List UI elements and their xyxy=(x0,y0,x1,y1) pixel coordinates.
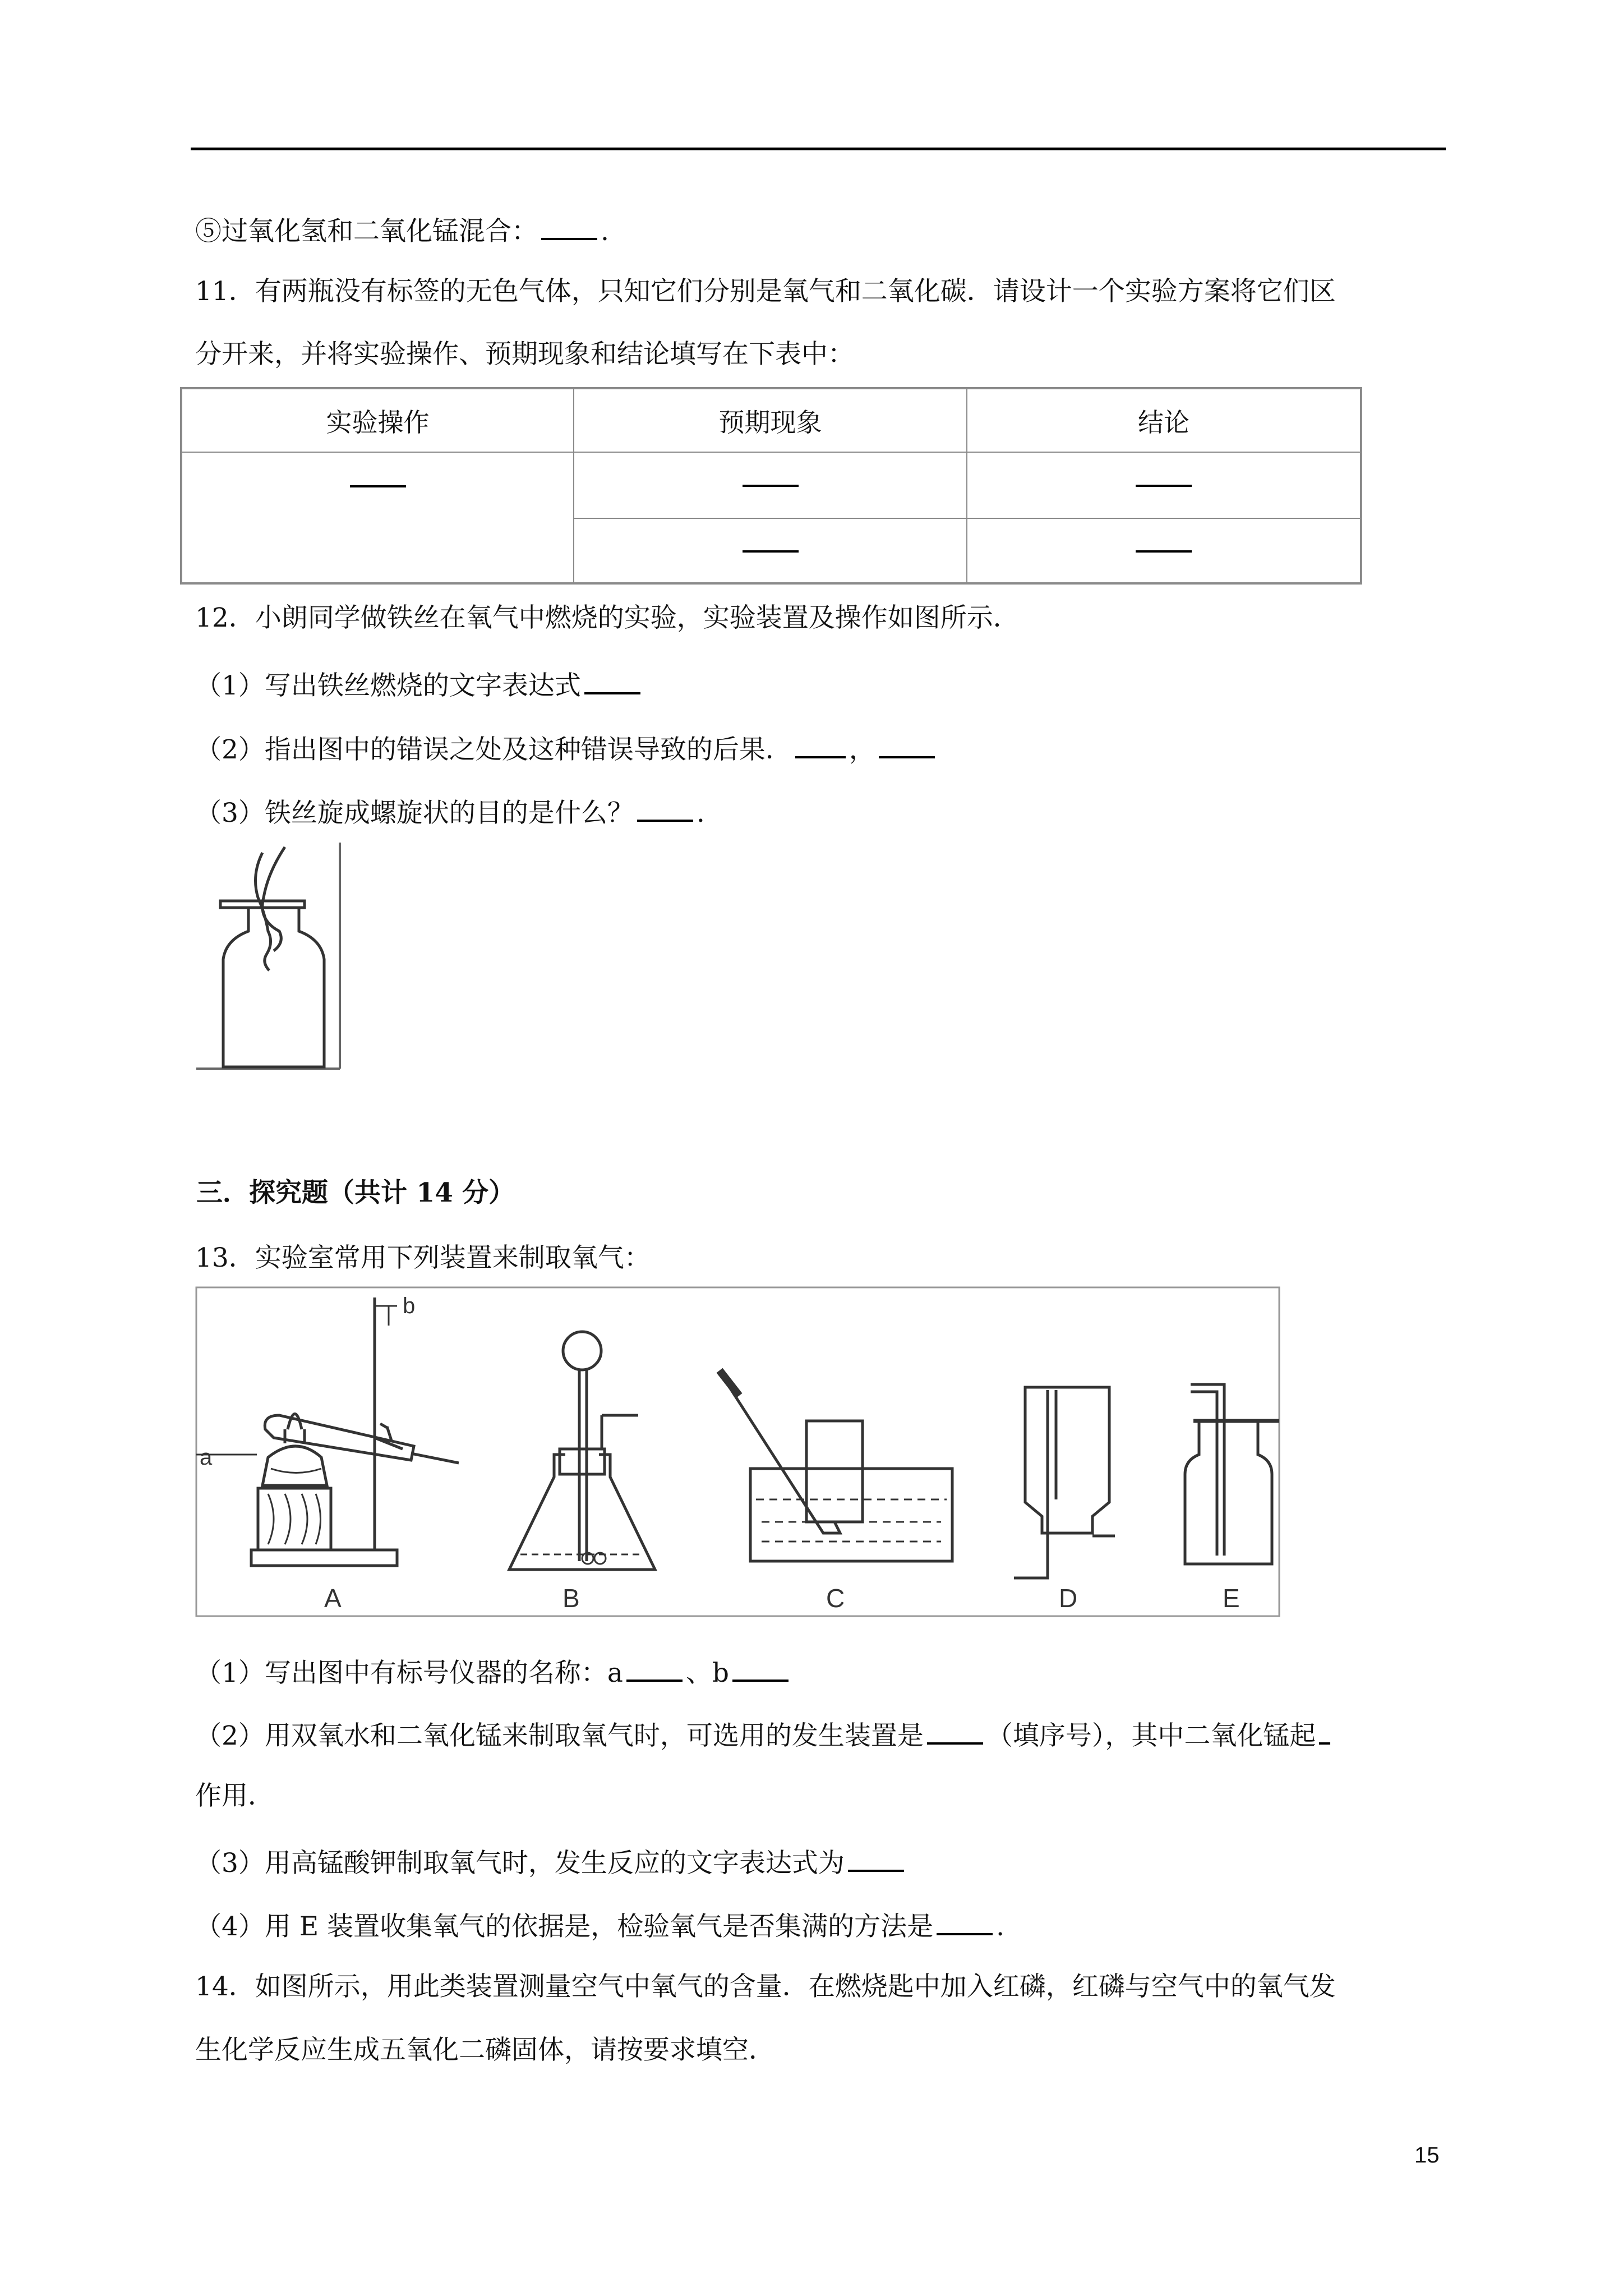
q13-sub1-mid: 、b xyxy=(685,1658,730,1688)
label-B: B xyxy=(562,1584,580,1613)
answer-blank[interactable] xyxy=(1136,484,1192,487)
q10-item5 xyxy=(195,212,609,249)
q13-intro: 13．实验室常用下列装置来制取氧气： xyxy=(195,1243,651,1273)
answer-blank[interactable] xyxy=(350,484,406,487)
label-C: C xyxy=(826,1584,845,1613)
q12-sub2-sep: ， xyxy=(849,734,875,765)
oxygen-apparatus-figure xyxy=(195,1286,1280,1617)
header-rule xyxy=(191,148,1446,150)
answer-blank[interactable] xyxy=(848,1844,904,1872)
answer-blank[interactable] xyxy=(637,794,693,822)
q12-sub1 xyxy=(195,666,644,703)
q12-sub3 xyxy=(195,794,705,830)
answer-blank[interactable] xyxy=(1136,549,1192,553)
q13-sub2-text: （2）用双氧水和二氧化锰来制取氧气时，可选用的发生装置是 xyxy=(195,1720,924,1751)
q12-sub2 xyxy=(195,730,938,767)
table-cell-phenomenon-1[interactable] xyxy=(573,452,967,519)
q13-sub4 xyxy=(195,1907,1004,1944)
answer-blank[interactable] xyxy=(937,1907,993,1935)
q12-intro: 12．小朗同学做铁丝在氧气中燃烧的实验，实验装置及操作如图所示． xyxy=(195,602,1020,633)
q10-item5-end: . xyxy=(601,216,609,247)
q13-sub4-text: （4）用 E 装置收集氧气的依据是，检验氧气是否集满的方法是 xyxy=(195,1911,934,1942)
q13-sub1 xyxy=(195,1654,792,1690)
marker-b: b xyxy=(403,1294,416,1318)
table-cell-phenomenon-2[interactable] xyxy=(573,518,967,583)
q13-sub3 xyxy=(195,1844,907,1880)
answer-blank[interactable] xyxy=(1319,1717,1330,1745)
q12-sub2-text: （2）指出图中的错误之处及这种错误导致的后果． xyxy=(195,734,792,765)
q14-line1: 14．如图所示，用此类装置测量空气中氧气的含量．在燃烧匙中加入红磷，红磷与空气中的氧气发 xyxy=(195,1971,1336,2002)
table-header-conclusion: 结论 xyxy=(966,388,1361,453)
q11-line2: 分开来，并将实验操作、预期现象和结论填写在下表中： xyxy=(195,339,854,370)
table-cell-operation[interactable] xyxy=(181,452,574,583)
q12-sub3-end: . xyxy=(696,798,705,829)
q13-sub1-text: （1）写出图中有标号仪器的名称：a xyxy=(195,1658,623,1688)
label-E: E xyxy=(1223,1584,1240,1613)
answer-blank[interactable] xyxy=(743,549,799,553)
answer-blank[interactable] xyxy=(927,1717,983,1745)
q14-line2: 生化学反应生成五氧化二磷固体，请按要求填空． xyxy=(195,2035,775,2065)
table-header-operation: 实验操作 xyxy=(181,388,574,453)
answer-blank[interactable] xyxy=(584,666,640,694)
answer-blank[interactable] xyxy=(541,212,597,240)
answer-blank[interactable] xyxy=(743,484,799,487)
q13-sub2-mid: （填序号），其中二氧化锰起 xyxy=(986,1720,1316,1751)
label-A: A xyxy=(324,1584,342,1613)
q11-table xyxy=(180,387,1362,585)
q10-item5-text: ⑤过氧化氢和二氧化锰混合： xyxy=(195,216,538,247)
iron-wire-bottle-figure xyxy=(195,841,347,1071)
answer-blank[interactable] xyxy=(626,1654,683,1682)
table-header-phenomenon: 预期现象 xyxy=(573,388,967,453)
answer-blank[interactable] xyxy=(879,730,935,758)
page-number: 15 xyxy=(1414,2143,1440,2168)
q12-sub1-text: （1）写出铁丝燃烧的文字表达式 xyxy=(195,670,581,701)
marker-a: a xyxy=(200,1445,213,1470)
q13-sub4-end: . xyxy=(996,1911,1005,1942)
q13-sub3-text: （3）用高锰酸钾制取氧气时，发生反应的文字表达式为 xyxy=(195,1848,845,1879)
q12-sub3-text: （3）铁丝旋成螺旋状的目的是什么？ xyxy=(195,798,634,829)
q11-line1: 11．有两瓶没有标签的无色气体，只知它们分别是氧气和二氧化碳．请设计一个实验方案将它们区 xyxy=(195,276,1336,307)
answer-blank[interactable] xyxy=(795,730,846,758)
label-D: D xyxy=(1059,1584,1078,1613)
q13-sub2-end: 作用． xyxy=(195,1780,274,1811)
section3-title: 三．探究题（共计 14 分） xyxy=(196,1177,515,1208)
answer-blank[interactable] xyxy=(732,1654,789,1682)
q13-sub2 xyxy=(195,1717,1334,1753)
table-cell-conclusion-1[interactable] xyxy=(966,452,1361,519)
table-cell-conclusion-2[interactable] xyxy=(966,518,1361,583)
